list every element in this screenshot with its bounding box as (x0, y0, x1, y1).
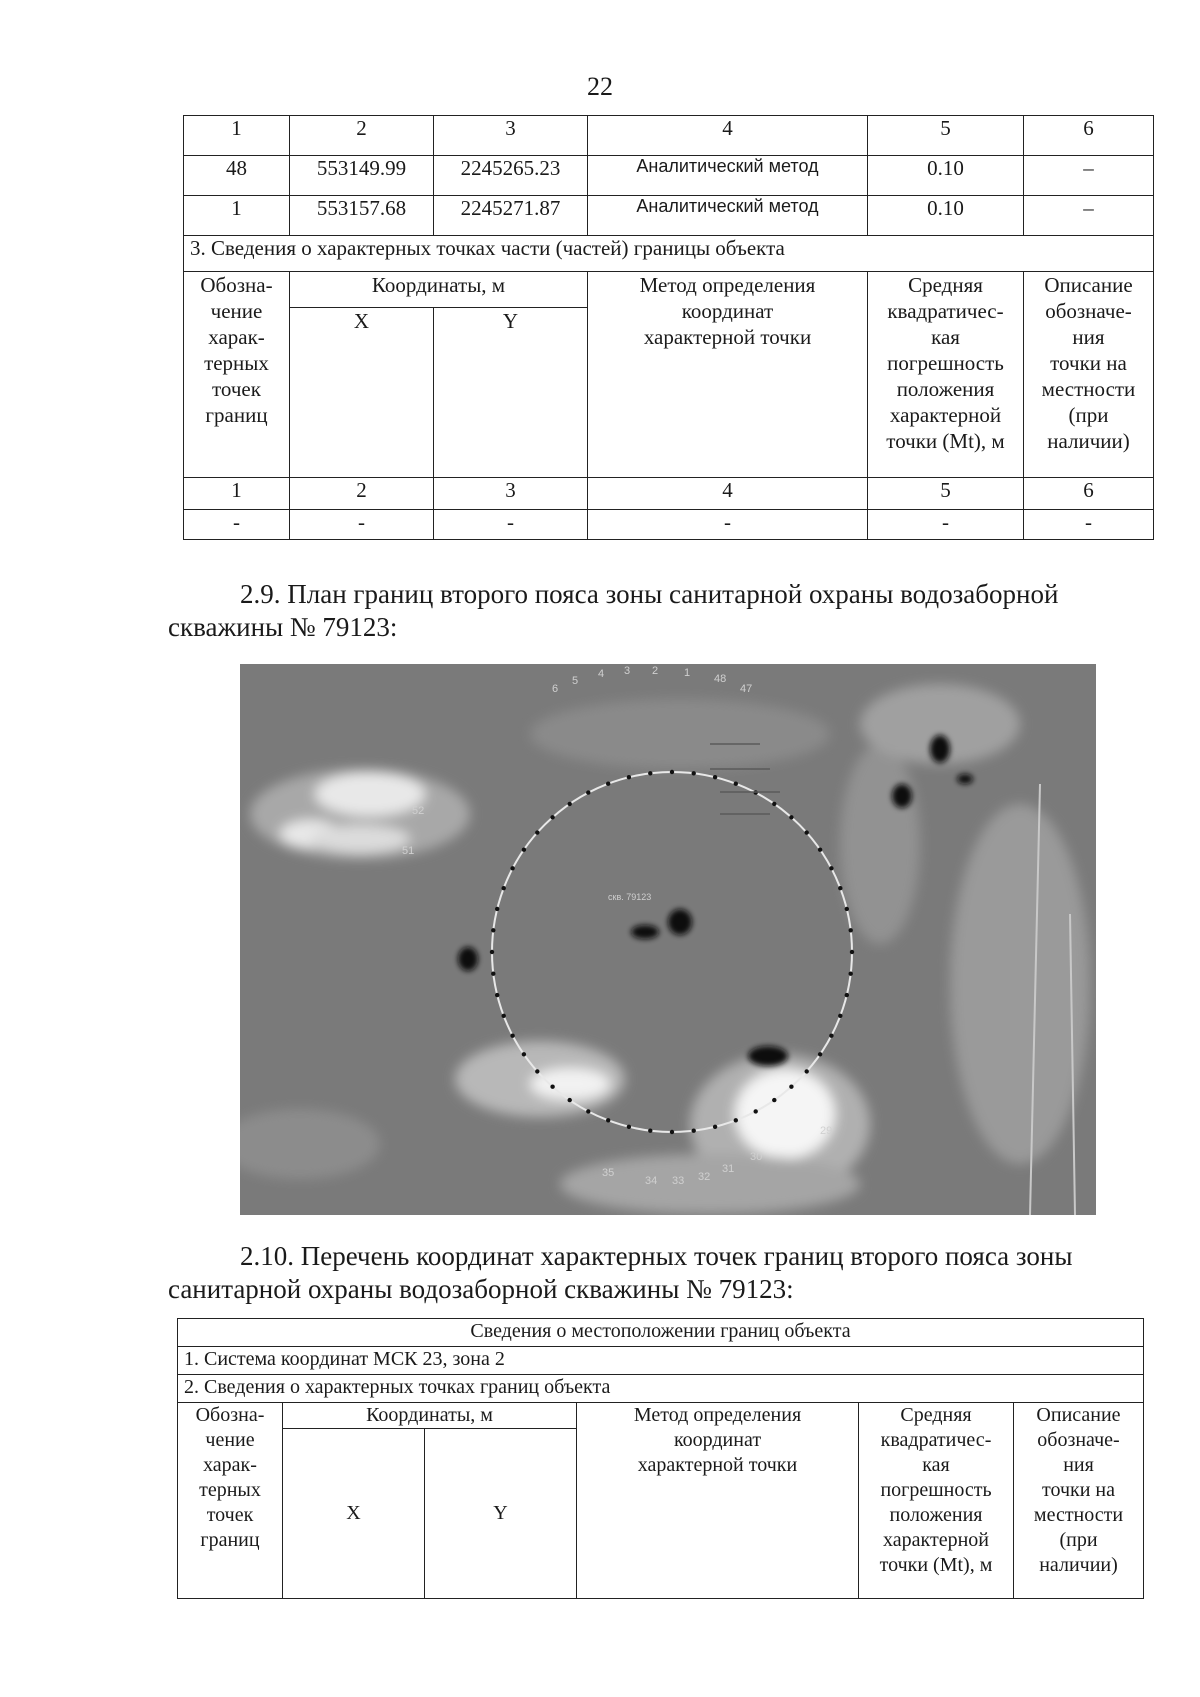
table-title: Сведения о местоположении границ объекта (178, 1319, 1144, 1347)
point-label: 6 (552, 683, 559, 695)
empty-cell: - (868, 510, 1024, 540)
boundary-point (502, 886, 506, 890)
header-method: Метод определения координат характерной точки (577, 1403, 859, 1599)
boundary-point (772, 802, 776, 806)
point-id: 1 (184, 196, 290, 236)
col-num: 6 (1024, 478, 1154, 510)
boundary-point (829, 1034, 833, 1038)
boundary-point (789, 1085, 793, 1089)
section-3-title: 3. Сведения о характерных точках части (частей) границы объекта (184, 236, 1154, 272)
coord-y: 2245265.23 (434, 156, 588, 196)
boundary-point (850, 950, 854, 954)
header-x: X (290, 308, 434, 478)
boundary-point (849, 928, 853, 932)
header-method: Метод определения координат характерной точки (588, 272, 868, 478)
header-x: X (283, 1429, 425, 1599)
boundary-point (648, 771, 652, 775)
map-svg (240, 664, 1096, 1215)
point-label: 48 (714, 673, 727, 685)
col-num: 5 (868, 478, 1024, 510)
column-number-row (184, 116, 1154, 156)
point-label: 33 (672, 1175, 685, 1187)
point-label: 3 (624, 665, 631, 677)
col-num: 2 (290, 478, 434, 510)
boundary-point (491, 928, 495, 932)
col-num: 6 (1024, 116, 1154, 156)
boundary-point (734, 782, 738, 786)
table-row (184, 196, 1154, 236)
coord-x: 553149.99 (290, 156, 434, 196)
boundary-point (789, 815, 793, 819)
section-2-title: 2. Сведения о характерных точках границ объекта (178, 1375, 1144, 1403)
header-designation: Обозна- чение харак- терных точек границ (178, 1403, 283, 1599)
boundary-point (627, 1125, 631, 1129)
boundary-point (805, 830, 809, 834)
boundary-point (550, 815, 554, 819)
boundary-point (586, 790, 590, 794)
empty-cell: - (1024, 510, 1154, 540)
point-label: 5 (572, 675, 579, 687)
empty-cell: - (588, 510, 868, 540)
col-num: 4 (588, 116, 868, 156)
point-label: 34 (645, 1175, 658, 1187)
description: – (1024, 196, 1154, 236)
boundary-point (772, 1098, 776, 1102)
point-label: 47 (740, 683, 753, 695)
boundary-point (713, 775, 717, 779)
page-number: 22 (587, 72, 613, 101)
boundary-point (838, 1014, 842, 1018)
header-designation: Обозна- чение харак- терных точек границ (184, 272, 290, 478)
paragraph-2-9 (168, 578, 1146, 677)
boundary-point (838, 886, 842, 890)
boundary-point (734, 1118, 738, 1122)
boundary-point (535, 830, 539, 834)
boundary-point (845, 907, 849, 911)
header-coordinates: Координаты, м (290, 272, 588, 308)
boundary-point (805, 1069, 809, 1073)
paragraph-2-9-line1: 2.9. План границ второго пояса зоны санитарной охраны водозаборной (240, 579, 1059, 609)
point-label: 31 (722, 1163, 735, 1175)
header-mt: Средняя квадратичес- кая погрешность положения характерной точки (Mt), м (868, 272, 1024, 478)
boundary-point (670, 1130, 674, 1134)
boundary-point (818, 1052, 822, 1056)
header-coordinates: Координаты, м (283, 1403, 577, 1429)
boundary-point (692, 1129, 696, 1133)
boundary-point (550, 1085, 554, 1089)
paragraph-2-10-line2: санитарной охраны водозаборной скважины № 79123: (168, 1274, 794, 1304)
boundary-point (627, 775, 631, 779)
boundary-point (522, 848, 526, 852)
col-num: 3 (434, 116, 588, 156)
col-num: 4 (588, 478, 868, 510)
boundary-point (502, 1014, 506, 1018)
point-label: 2 (652, 665, 659, 677)
point-id: 48 (184, 156, 290, 196)
point-label: 4 (598, 668, 605, 680)
boundary-point (535, 1069, 539, 1073)
point-label: 35 (602, 1167, 615, 1179)
point-label: 52 (412, 805, 425, 817)
boundary-point (845, 993, 849, 997)
coordinate-system: 1. Система координат МСК 23, зона 2 (178, 1347, 1144, 1375)
method: Аналитический метод (588, 156, 868, 196)
header-y: Y (425, 1429, 577, 1599)
mt: 0.10 (868, 156, 1024, 196)
well-label: скв. 79123 (608, 892, 652, 902)
boundary-point (648, 1129, 652, 1133)
coord-x: 553157.68 (290, 196, 434, 236)
boundary-point (586, 1109, 590, 1113)
empty-cell: - (290, 510, 434, 540)
boundary-point (670, 770, 674, 774)
empty-cell: - (434, 510, 588, 540)
boundary-point (849, 972, 853, 976)
point-label: 51 (402, 845, 415, 857)
boundary-point (606, 1118, 610, 1122)
boundary-point (754, 1109, 758, 1113)
coord-y: 2245271.87 (434, 196, 588, 236)
boundary-point (692, 771, 696, 775)
table-row (184, 510, 1154, 540)
point-label: 29 (820, 1125, 833, 1137)
boundary-point (510, 866, 514, 870)
boundary-point (606, 782, 610, 786)
point-label: 30 (750, 1151, 763, 1163)
boundary-point (491, 972, 495, 976)
mt: 0.10 (868, 196, 1024, 236)
empty-cell: - (184, 510, 290, 540)
paragraph-2-10-line1: 2.10. Перечень координат характерных точек границ второго пояса зоны (240, 1241, 1073, 1271)
point-label: 1 (684, 667, 691, 679)
column-number-row (184, 478, 1154, 510)
method: Аналитический метод (588, 196, 868, 236)
boundary-point (568, 802, 572, 806)
col-num: 2 (290, 116, 434, 156)
header-mt: Средняя квадратичес- кая погрешность положения характерной точки (Mt), м (859, 1403, 1014, 1599)
coordinates-table-continued (183, 115, 1154, 540)
header-description: Описание обозначе- ния точки на местности (при наличии) (1014, 1403, 1144, 1599)
col-num: 1 (184, 478, 290, 510)
boundary-point (713, 1125, 717, 1129)
table-row (184, 156, 1154, 196)
description: – (1024, 156, 1154, 196)
col-num: 3 (434, 478, 588, 510)
boundary-point (818, 848, 822, 852)
boundary-point (490, 950, 494, 954)
boundary-point (568, 1098, 572, 1102)
boundary-point (495, 993, 499, 997)
boundary-point (522, 1052, 526, 1056)
paragraph-2-9-line2: скважины № 79123: (168, 612, 398, 642)
header-y: Y (434, 308, 588, 478)
coordinates-table (177, 1318, 1144, 1599)
boundary-point (829, 866, 833, 870)
point-label: 32 (698, 1171, 711, 1183)
header-description: Описание обозначе- ния точки на местности (при наличии) (1024, 272, 1154, 478)
col-num: 1 (184, 116, 290, 156)
boundary-point (495, 907, 499, 911)
col-num: 5 (868, 116, 1024, 156)
boundary-plan-map (240, 664, 1096, 1215)
boundary-point (510, 1034, 514, 1038)
